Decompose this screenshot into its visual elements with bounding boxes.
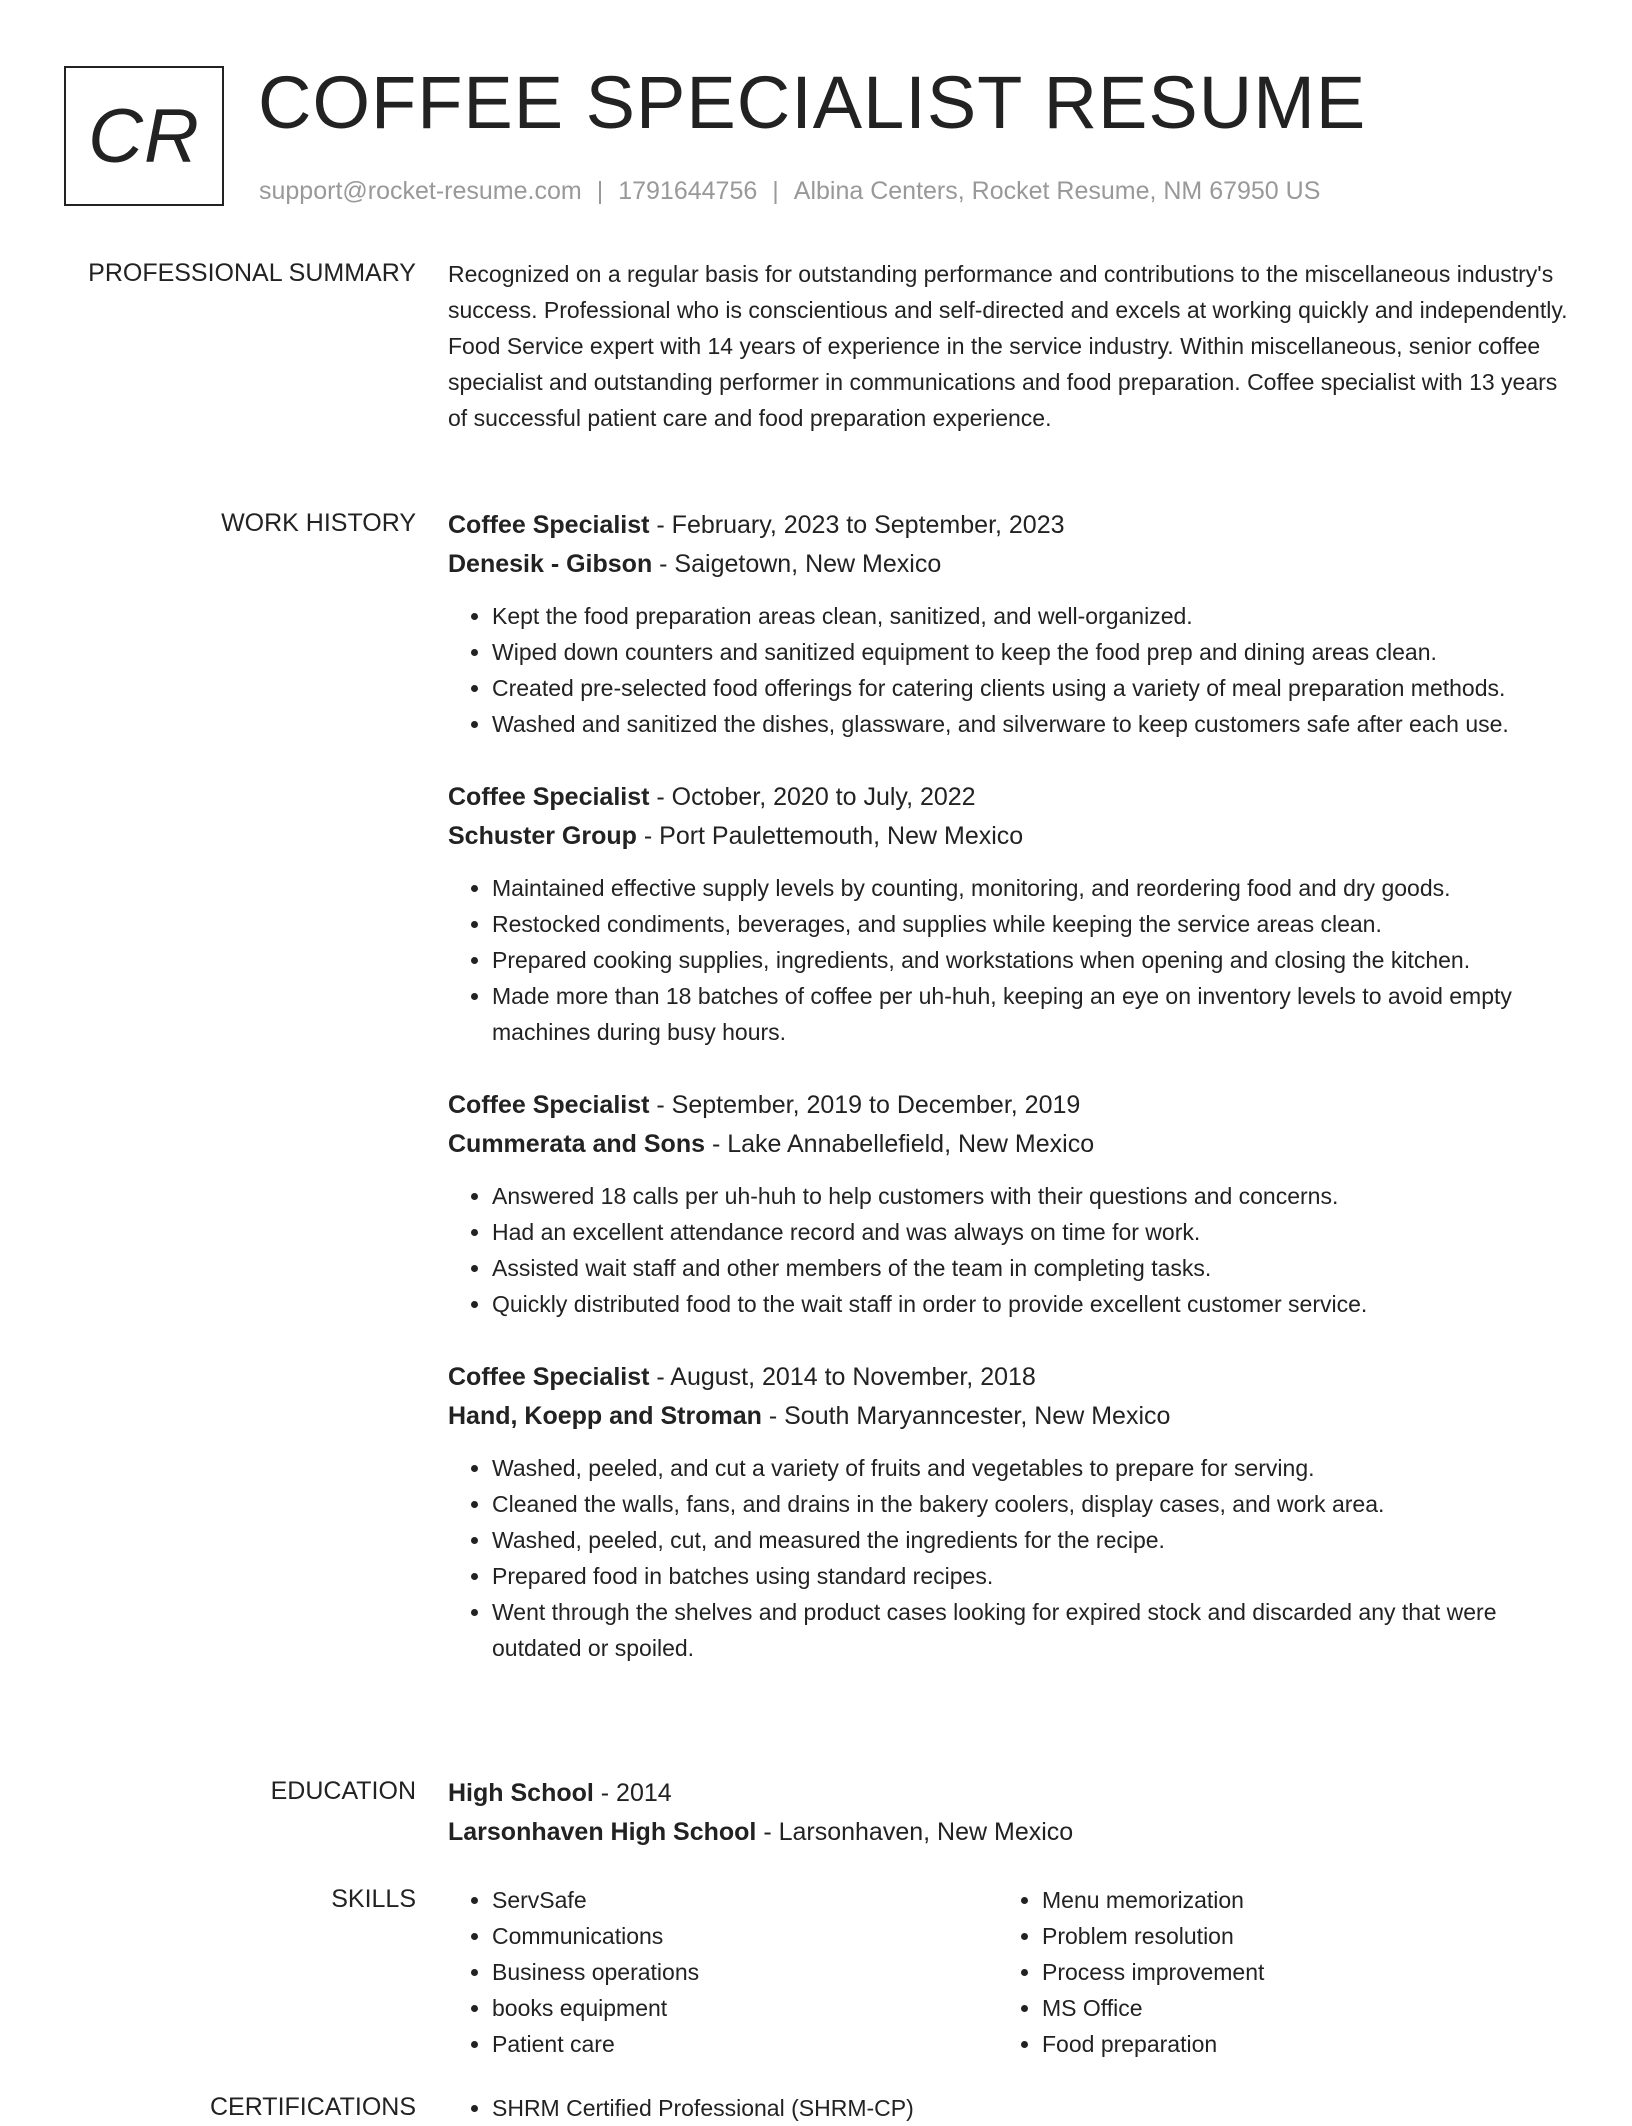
list-item: • books equipment [492, 1990, 998, 2026]
job-dates: - August, 2014 to November, 2018 [649, 1363, 1036, 1391]
skills-column-right [998, 1882, 1548, 2062]
job-company: Denesik - Gibson [448, 550, 653, 578]
contact-separator: | [772, 177, 779, 205]
page-title: COFFEE SPECIALIST RESUME [258, 61, 1367, 144]
job-entry [448, 1358, 1568, 1666]
contact-line [259, 175, 1320, 207]
section-label-summary: PROFESSIONAL SUMMARY [88, 259, 416, 287]
job-company-line [448, 1397, 1568, 1436]
list-item: • Food preparation [1042, 2026, 1548, 2062]
list-item: • Patient care [492, 2026, 998, 2062]
education-degree-line [448, 1774, 1568, 1813]
list-item: • Wiped down counters and sanitized equipment to keep the food prep and dining areas clean. [492, 634, 1568, 670]
section-label-work-history: WORK HISTORY [221, 509, 416, 537]
job-dates: - February, 2023 to September, 2023 [649, 511, 1065, 539]
job-location: - South Maryanncester, New Mexico [761, 1402, 1171, 1430]
certifications-list [448, 2090, 1568, 2126]
contact-email: support@rocket-resume.com [259, 177, 582, 205]
list-item: • Created pre-selected food offerings for catering clients using a variety of meal preparation methods. [492, 670, 1568, 706]
list-item: • Prepared cooking supplies, ingredients, and workstations when opening and closing the kitchen. [492, 942, 1568, 978]
job-company-line [448, 545, 1568, 584]
job-title: Coffee Specialist [448, 783, 650, 811]
monogram-logo: CR [64, 66, 224, 206]
job-bullets [448, 870, 1568, 1050]
list-item: • ServSafe [492, 1882, 998, 1918]
list-item: • Maintained effective supply levels by counting, monitoring, and reordering food and dry goods. [492, 870, 1568, 906]
job-dates: - September, 2019 to December, 2019 [649, 1091, 1081, 1119]
job-company: Cummerata and Sons [448, 1130, 706, 1158]
contact-separator: | [596, 177, 604, 205]
job-company: Hand, Koepp and Stroman [448, 1402, 762, 1430]
list-item: • Restocked condiments, beverages, and supplies while keeping the service areas clean. [492, 906, 1568, 942]
job-entry [448, 778, 1568, 1050]
job-location: - Saigetown, New Mexico [652, 550, 942, 578]
list-item: • Menu memorization [1042, 1882, 1548, 1918]
work-history-list [448, 506, 1568, 1702]
job-location: - Port Paulettemouth, New Mexico [636, 822, 1024, 850]
job-title-line [448, 1086, 1568, 1125]
list-item: • Communications [492, 1918, 998, 1954]
list-item: • Assisted wait staff and other members of the team in completing tasks. [492, 1250, 1568, 1286]
job-dates: - October, 2020 to July, 2022 [649, 783, 976, 811]
list-item: • Prepared food in batches using standard recipes. [492, 1558, 1568, 1594]
list-item: • Washed, peeled, cut, and measured the ingredients for the recipe. [492, 1522, 1568, 1558]
job-title-line [448, 778, 1568, 817]
job-company: Schuster Group [448, 822, 637, 850]
job-title-line [448, 1358, 1568, 1397]
contact-phone: 1791644756 [618, 177, 758, 205]
job-bullets [448, 1450, 1568, 1666]
education-school-line [448, 1813, 1568, 1852]
section-label-skills: SKILLS [331, 1885, 416, 1913]
education-location: - Larsonhaven, New Mexico [756, 1818, 1074, 1846]
list-item: • Made more than 18 batches of coffee per uh-huh, keeping an eye on inventory levels to avoid empty machines during busy hours. [492, 978, 1568, 1050]
job-title: Coffee Specialist [448, 1363, 650, 1391]
job-bullets [448, 1178, 1568, 1322]
list-item: • Washed and sanitized the dishes, glassware, and silverware to keep customers safe after each use. [492, 706, 1568, 742]
list-item: • Answered 18 calls per uh-huh to help customers with their questions and concerns. [492, 1178, 1568, 1214]
education-school: Larsonhaven High School [448, 1818, 757, 1846]
list-item: • Cleaned the walls, fans, and drains in the bakery coolers, display cases, and work area. [492, 1486, 1568, 1522]
summary-text: Recognized on a regular basis for outstanding performance and contributions to the miscellaneous industry's success. Professional who is conscientious and self-directed and excels at working quickly and independently. Food Service expert with 14 years of experience in the service industry. Within miscellaneous, senior coffee specialist and outstanding performer in communications and food preparation. Coffee specialist with 13 years of successful patient care and food preparation experience. [448, 261, 1568, 431]
list-item: • Process improvement [1042, 1954, 1548, 1990]
list-item: • Kept the food preparation areas clean, sanitized, and well-organized. [492, 598, 1568, 634]
list-item: • Quickly distributed food to the wait staff in order to provide excellent customer service. [492, 1286, 1568, 1322]
education-entry [448, 1774, 1568, 1852]
list-item: • Business operations [492, 1954, 998, 1990]
job-title-line [448, 506, 1568, 545]
list-item: • Had an excellent attendance record and was always on time for work. [492, 1214, 1568, 1250]
list-item: • Went through the shelves and product cases looking for expired stock and discarded any that were outdated or spoiled. [492, 1594, 1568, 1666]
job-entry [448, 1086, 1568, 1322]
list-item: • Problem resolution [1042, 1918, 1548, 1954]
list-item: • Washed, peeled, and cut a variety of fruits and vegetables to prepare for serving. [492, 1450, 1568, 1486]
job-company-line [448, 817, 1568, 856]
skills-column-left [448, 1882, 998, 2062]
job-company-line [448, 1125, 1568, 1164]
section-label-education: EDUCATION [270, 1777, 416, 1805]
list-item: • SHRM Certified Professional (SHRM-CP) [492, 2090, 1568, 2126]
job-bullets [448, 598, 1568, 742]
section-label-certifications: CERTIFICATIONS [209, 2093, 416, 2121]
list-item: • MS Office [1042, 1990, 1548, 2026]
job-entry [448, 506, 1568, 742]
job-title: Coffee Specialist [448, 1091, 650, 1119]
contact-address: Albina Centers, Rocket Resume, NM 67950 US [793, 177, 1321, 205]
job-title: Coffee Specialist [448, 511, 650, 539]
education-degree: High School [448, 1779, 594, 1807]
education-year: - 2014 [593, 1779, 672, 1807]
job-location: - Lake Annabellefield, New Mexico [705, 1130, 1095, 1158]
